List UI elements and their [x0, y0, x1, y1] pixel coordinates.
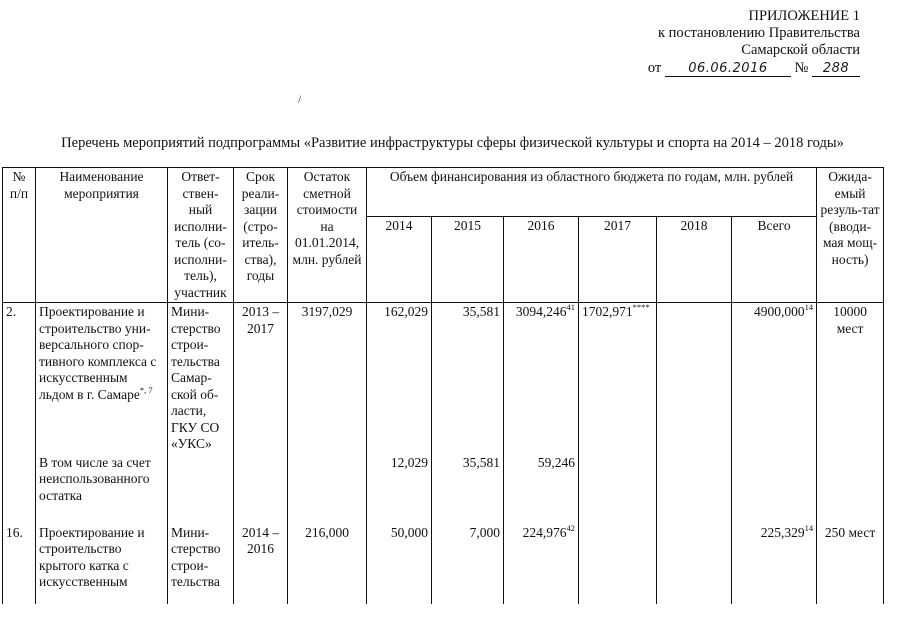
header-year-2018: 2018 — [657, 216, 732, 302]
row-total: 4900,000$^{14}$ — [732, 303, 817, 454]
row-name: Проектирование и строительство крытого катка с искусственным — [36, 524, 168, 604]
row-2018 — [657, 303, 732, 454]
document-title: Перечень мероприятий подпрограммы «Развитие инфраструктуры сферы физической культуры и спорта на 2014 – 2018 годы» — [61, 135, 844, 151]
table-row — [3, 454, 884, 524]
row-name-footnote: *, 7 — [139, 384, 153, 395]
row-2017 — [579, 454, 657, 524]
header-name: Наименование мероприятия — [36, 168, 168, 303]
scan-mark: / — [298, 92, 302, 106]
header-balance: Остаток сметной стоимости на 01.01.2014, млн. рублей — [288, 168, 367, 303]
header-term: Срок реали-зации (стро-итель-ства), годы — [234, 168, 288, 303]
header-total: Всего — [732, 216, 817, 302]
header-funding-group: Объем финансирования из областного бюджета по годам, млн. рублей — [367, 168, 817, 217]
row-2015: 35,581 — [432, 454, 504, 524]
header-executor: Ответ-ствен-ный исполни-тель (со-исполни-тель), участник — [168, 168, 234, 303]
row-executor — [168, 454, 234, 524]
row-2018 — [657, 454, 732, 524]
row-2017 — [579, 524, 657, 604]
handwritten-number: 288 — [812, 62, 860, 77]
number-sign: № — [794, 60, 809, 76]
row-2017: 1702,971**** — [579, 303, 657, 454]
appendix-line-1: ПРИЛОЖЕНИЕ 1 — [748, 8, 860, 24]
header-row-1 — [3, 168, 884, 217]
row-num: 16. — [3, 524, 36, 604]
row-result: 10000 мест — [817, 303, 884, 454]
row-balance: 3197,029 — [288, 303, 367, 454]
handwritten-date: 06.06.2016 — [665, 62, 791, 77]
row-name: В том числе за счет неиспользованного остатка — [36, 454, 168, 524]
row-executor: Мини-стерство строи-тельства Самар-ской об-ласти, ГКУ СО «УКС» — [168, 303, 234, 454]
date-prefix: от — [647, 60, 662, 76]
row-total-footnote: 14 — [804, 302, 814, 312]
row-2016: 224,976$^{42}$ — [504, 524, 579, 604]
row-2016-footnote: 41 — [566, 302, 575, 312]
table-row — [3, 303, 884, 454]
row-2014: 162,029 — [367, 303, 432, 454]
header-year-2014: 2014 — [367, 216, 432, 302]
row-term: 2013 – 2017 — [234, 303, 288, 454]
row-term: 2014 – 2016 — [234, 524, 288, 604]
row-2016: 59,246 — [504, 454, 579, 524]
row-2016: 3094,246$^{41}$ — [504, 303, 579, 454]
header-year-2015: 2015 — [432, 216, 504, 302]
row-result: 250 мест — [817, 524, 884, 604]
row-2014: 50,000 — [367, 524, 432, 604]
table-row — [3, 524, 884, 604]
row-executor: Мини-стерство строи-тельства — [168, 524, 234, 604]
appendix-line-3: Самарской области — [741, 42, 860, 58]
measures-table — [2, 167, 884, 604]
row-total — [732, 454, 817, 524]
row-2015: 7,000 — [432, 524, 504, 604]
row-result — [817, 454, 884, 524]
appendix-line-2: к постановлению Правительства — [658, 25, 860, 41]
row-name: Проектирование и строительство уни-версального спор-тивного комплекса с искусственным льдом в г. Самаре$^{*, 7}$ — [36, 303, 168, 454]
header-year-2016: 2016 — [504, 216, 579, 302]
row-2018 — [657, 524, 732, 604]
row-term — [234, 454, 288, 524]
header-result: Ожида-емый резуль-тат (вводи-мая мощ-ность) — [817, 168, 884, 303]
appendix-date-line — [600, 60, 860, 77]
row-2015: 35,581 — [432, 303, 504, 454]
header-num: № п/п — [3, 168, 36, 303]
row-2017-footnote: **** — [632, 302, 650, 312]
appendix-block — [600, 8, 860, 77]
row-balance — [288, 454, 367, 524]
row-balance: 216,000 — [288, 524, 367, 604]
row-total-footnote: 14 — [804, 522, 814, 533]
header-year-2017: 2017 — [579, 216, 657, 302]
row-total: 225,329$^{14}$ — [732, 524, 817, 604]
row-num: 2. — [3, 303, 36, 454]
row-2016-footnote: 42 — [566, 522, 575, 533]
row-2014: 12,029 — [367, 454, 432, 524]
row-num — [3, 454, 36, 524]
